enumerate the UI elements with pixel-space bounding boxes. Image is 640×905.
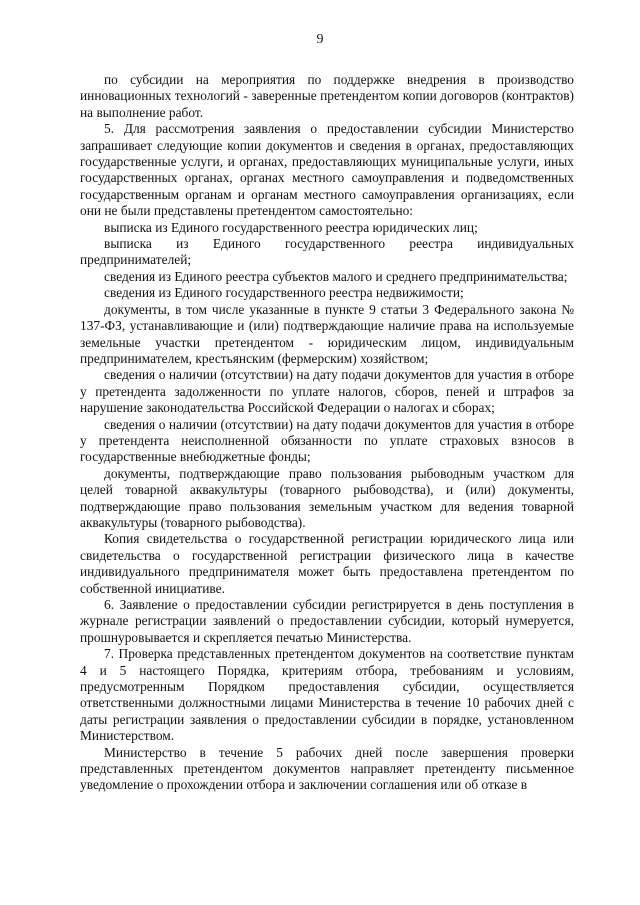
- page-number: 9: [316, 32, 324, 47]
- list-item-land-rights-documents: документы, в том числе указанные в пункте 9 статьи 3 Федерального закона № 137-ФЗ, устанавливающие и (или) подтверждающие наличие права на используемые земельные участки претендентом - юридическим лицом, индивидуальным предпринимателем, крестьянским (фермерским) хозяйством;: [80, 301, 574, 366]
- list-item-tax-debt-info: сведения о наличии (отсутствии) на дату подачи документов для участия в отборе у претендента задолженности по уплате налогов, сборов, пеней и штрафов за нарушение законодательства Российской Федерации о налогах и сборах;: [80, 367, 574, 416]
- paragraph-item-5: 5. Для рассмотрения заявления о предоставлении субсидии Министерство запрашивает следующие копии документов и сведения в органах, предоставляющих государственные услуги, и органах, предоставляющих муниципальные услуги, иных государственных органах, органах местного самоуправления и подведомственных государственным органам и органам местного самоуправления организациях, если они не были представлены претендентом самостоятельно:: [80, 121, 574, 219]
- list-item-real-estate-register: сведения из Единого государственного реестра недвижимости;: [104, 285, 464, 301]
- list-item-legal-entities-extract: выписка из Единого государственного реестра юридических лиц;: [104, 219, 478, 235]
- list-item-entrepreneurs-extract: выписка из Единого государственного реестра индивидуальных предпринимателей;: [80, 236, 574, 268]
- paragraph-item-6: 6. Заявление о предоставлении субсидии регистрируется в день поступления в журнале регистрации заявлений о предоставлении субсидии, который нумеруется, прошнуровывается и скрепляется печатью Министерства.: [80, 597, 574, 645]
- list-item-insurance-contributions-info: сведения о наличии (отсутствии) на дату подачи документов для участия в отборе у претендента неисполненной обязанности по уплате страховых взносов в государственные внебюджетные фонды;: [80, 416, 574, 465]
- list-item-sme-register: сведения из Единого реестра субъектов малого и среднего предпринимательства;: [104, 268, 568, 284]
- paragraph-continuation: по субсидии на мероприятия по поддержке внедрения в производство инновационных технологий - заверенные претендентом копии договоров (контрактов) на выполнение работ.: [80, 72, 574, 120]
- paragraph-registration-certificate: Копия свидетельства о государственной регистрации юридического лица или свидетельства о государственной регистрации физического лица в качестве индивидуального предпринимателя может быть предоставлена претендентом по собственной инициативе.: [80, 531, 574, 596]
- paragraph-item-7: 7. Проверка представленных претендентом документов на соответствие пунктам 4 и 5 настоящего Порядка, критериям отбора, требованиям и условиям, предусмотренным Порядком предоставления субсидии, осуществляется ответственными должностными лицами Министерства в течение 10 рабочих дней с даты регистрации заявления о предоставлении субсидии в порядке, установленном Министерством.: [80, 646, 574, 744]
- document-body: [80, 72, 574, 794]
- list-item-fish-farming-rights: документы, подтверждающие право пользования рыбоводным участком для целей товарной аквакультуры (товарного рыбоводства), и (или) документы, подтверждающие право пользования земельным участком для ведения товарной аквакультуры (товарного рыбоводства).: [80, 465, 574, 530]
- paragraph-notification: Министерство в течение 5 рабочих дней после завершения проверки представленных претендентом документов направляет претенденту письменное уведомление о прохождении отбора и заключении соглашения или об отказе в: [80, 744, 574, 793]
